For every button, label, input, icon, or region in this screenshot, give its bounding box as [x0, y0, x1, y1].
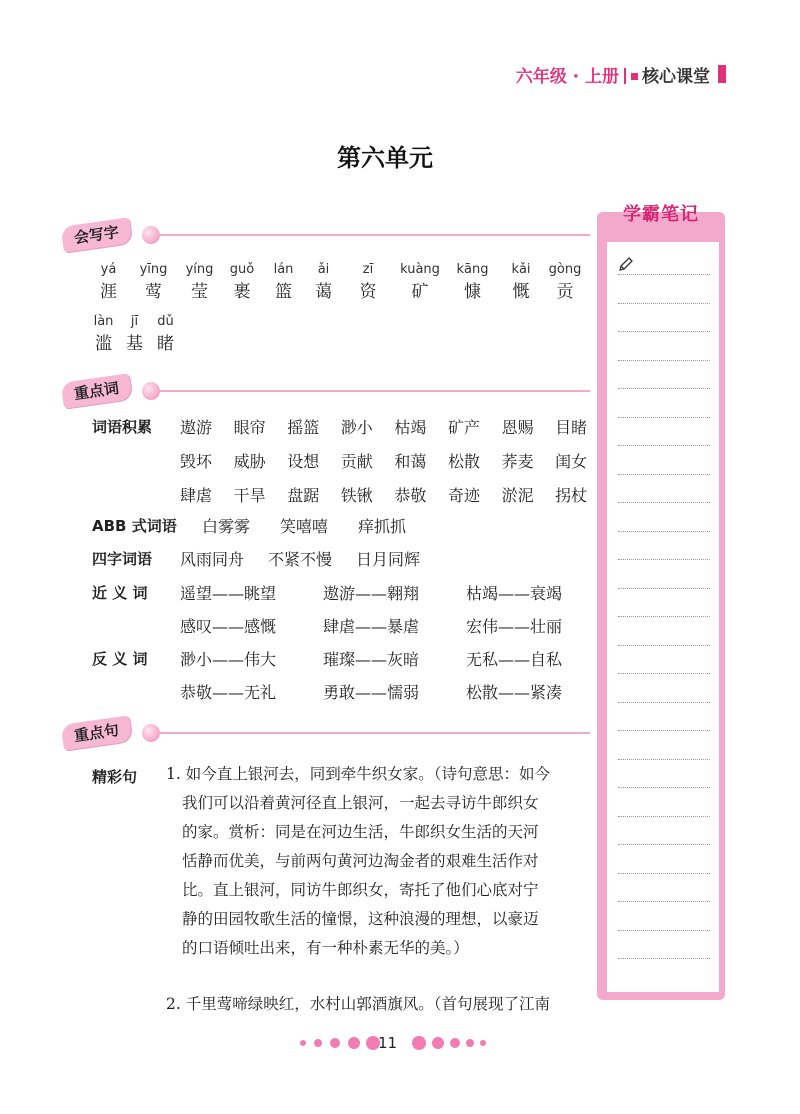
core-class-label: 核心课堂 [642, 67, 710, 87]
character: 基 [126, 334, 143, 354]
word-pair: 枯竭——衰竭 [466, 584, 563, 603]
word-pair: 肆虐——暴虐 [323, 617, 420, 636]
header-title [516, 62, 710, 87]
word-item: 荞麦 [501, 452, 534, 471]
sentence-line: 我们可以沿着黄河径直上银河，一起去寻访牛郎织女 [182, 794, 539, 812]
pinyin: kuàng [400, 262, 440, 277]
notes-area[interactable] [607, 242, 719, 992]
pinyin: lán [273, 262, 294, 277]
note-line [618, 360, 710, 361]
word-item: 风雨同舟 [180, 550, 245, 569]
character: 莹 [191, 282, 208, 302]
footer-dot [300, 1040, 306, 1046]
section-tag-label: 会写字 [61, 217, 133, 252]
word-item: 枯竭 [394, 418, 427, 437]
pinyin: ǎi [317, 262, 330, 277]
sentence-line: 静的田园牧歌生活的憧憬，这种浪漫的理想，以豪迈 [182, 910, 539, 928]
note-line [618, 445, 710, 446]
word-item: 毁坏 [180, 452, 213, 471]
word-item: 拐杖 [555, 486, 588, 505]
word-pair: 勇敢——懦弱 [323, 683, 420, 702]
antonyms-label: 反 义 词 [92, 650, 148, 668]
character: 慷 [464, 282, 481, 302]
word-item: 眼帘 [233, 418, 266, 437]
synonyms-row-2 [180, 614, 609, 637]
character: 矿 [411, 282, 429, 302]
word-item: 奇迹 [447, 486, 480, 505]
write-chars-row-2 [88, 314, 181, 354]
word-accumulation-label: 词语积累 [92, 418, 153, 436]
word-item: 干旱 [233, 486, 266, 505]
section-tag-label: 重点词 [61, 373, 133, 408]
synonyms-row-1 [180, 581, 609, 604]
footer-dot [480, 1040, 486, 1046]
word-accumulation-row-2 [180, 449, 609, 472]
synonyms-label: 近 义 词 [92, 584, 148, 602]
pinyin: yíng [185, 262, 214, 277]
footer-dot [314, 1039, 322, 1047]
word-item: 白雾雾 [202, 517, 251, 536]
note-line [618, 730, 710, 731]
word-item: 痒抓抓 [358, 517, 407, 536]
pinyin: kāng [456, 262, 489, 277]
word-item: 威胁 [233, 452, 266, 471]
section-tag-label: 重点句 [61, 715, 133, 750]
note-line [618, 930, 710, 931]
word-item: 渺小 [340, 418, 373, 437]
word-accumulation-row-1 [180, 415, 609, 438]
word-pair: 无私——自私 [466, 650, 563, 669]
footer-dot [466, 1039, 474, 1047]
word-item: 矿产 [447, 418, 480, 437]
word-item: 和蔼 [394, 452, 427, 471]
section-divider [160, 390, 590, 392]
note-line [618, 388, 710, 389]
word-pair: 感叹——感慨 [180, 617, 277, 636]
note-line [618, 616, 710, 617]
note-line [618, 787, 710, 788]
footer-dot [348, 1037, 360, 1049]
pinyin: kǎi [511, 262, 531, 277]
square-bullet-icon [631, 73, 638, 80]
pinyin: jī [130, 314, 139, 329]
word-pair: 璀璨——灰暗 [323, 650, 420, 669]
bullet-ball-icon [142, 226, 160, 244]
sentence-line: 恬静而优美，与前两句黄河边淘金者的艰难生活作对 [182, 852, 539, 870]
antonyms-row-2 [180, 680, 609, 703]
header-separator [624, 68, 626, 84]
character: 贡 [556, 282, 574, 302]
note-line [618, 559, 710, 560]
word-item: 不紧不慢 [268, 550, 333, 569]
word-item: 遨游 [180, 418, 213, 437]
note-line [618, 645, 710, 646]
antonyms-row-1 [180, 647, 609, 670]
note-line [618, 844, 710, 845]
section-tag-key-sentences [62, 720, 592, 750]
note-line [618, 417, 710, 418]
word-accumulation-row-3 [180, 483, 609, 506]
footer-dot [450, 1038, 460, 1048]
word-item: 设想 [287, 452, 320, 471]
sentence-line: 的家。赏析：同是在河边生活，牛郎织女生活的天河 [182, 823, 539, 841]
note-line [618, 673, 710, 674]
character: 裹 [233, 282, 251, 302]
word-pair: 遨游——翱翔 [323, 584, 420, 603]
character: 睹 [157, 334, 174, 354]
note-line [618, 531, 710, 532]
word-pair: 恭敬——无礼 [180, 683, 277, 702]
character: 慨 [512, 282, 530, 302]
word-pair: 遥望——眺望 [180, 584, 277, 603]
word-item: 闺女 [555, 452, 588, 471]
sentence-line: 比。直上银河，同访牛郎织女，寄托了他们心底对宁 [182, 881, 539, 899]
word-item: 笑嘻嘻 [280, 517, 329, 536]
abb-words-label: ABB 式词语 [92, 517, 177, 535]
four-char-words [180, 547, 444, 570]
note-line [618, 474, 710, 475]
section-divider [160, 234, 590, 236]
pinyin: guǒ [229, 262, 255, 277]
word-item: 恭敬 [394, 486, 427, 505]
note-line [618, 702, 710, 703]
character: 资 [359, 282, 377, 302]
pinyin: gòng [548, 262, 582, 277]
note-line [618, 901, 710, 902]
word-item: 贡献 [340, 452, 373, 471]
pinyin: dǔ [157, 314, 174, 329]
pencil-icon [618, 256, 634, 276]
pinyin: yīng [139, 262, 168, 277]
character: 莺 [145, 282, 162, 302]
character: 篮 [275, 282, 292, 302]
abb-words [202, 514, 436, 537]
sentence-2: 2. 千里莺啼绿映红，水村山郭酒旗风。（首句展现了江南 [166, 995, 550, 1013]
word-item: 肆虐 [180, 486, 213, 505]
bullet-ball-icon [142, 724, 160, 742]
grade-label: 六年级 · 上册 [515, 67, 619, 87]
footer-dot [412, 1036, 426, 1050]
pinyin: làn [93, 314, 114, 329]
word-pair: 渺小——伟大 [180, 650, 277, 669]
note-line [618, 816, 710, 817]
word-item: 铁锹 [340, 486, 373, 505]
note-line [618, 588, 710, 589]
character: 蔼 [315, 282, 332, 302]
word-item: 淤泥 [501, 486, 534, 505]
pinyin: yá [100, 262, 117, 277]
word-item: 恩赐 [501, 418, 534, 437]
word-item: 盘踞 [287, 486, 320, 505]
word-item: 目睹 [555, 418, 588, 437]
pinyin: zī [362, 262, 374, 277]
word-pair: 松散——紧凑 [466, 683, 563, 702]
bullet-ball-icon [142, 382, 160, 400]
note-line [618, 331, 710, 332]
page-number: 11 [378, 1034, 398, 1052]
word-item: 日月同辉 [356, 550, 421, 569]
character: 涯 [100, 282, 117, 302]
word-pair: 宏伟——壮丽 [466, 617, 563, 636]
note-line [618, 759, 710, 760]
notes-title: 学霸笔记 [623, 204, 699, 225]
section-tag-write-chars [62, 222, 592, 252]
word-item: 摇篮 [287, 418, 320, 437]
note-line [618, 303, 710, 304]
sentence-line: 1. 如今直上银河去，同到牵牛织女家。（诗句意思：如今 [166, 765, 550, 783]
footer-dot [432, 1037, 444, 1049]
word-item: 松散 [447, 452, 480, 471]
note-line [618, 274, 710, 275]
four-char-words-label: 四字词语 [92, 550, 153, 568]
featured-sentences-label: 精彩句 [92, 768, 138, 786]
note-line [618, 873, 710, 874]
section-divider [160, 732, 590, 734]
footer-dot [330, 1038, 340, 1048]
character: 滥 [95, 334, 112, 354]
sentence-1 [166, 760, 596, 963]
unit-title: 第六单元 [337, 144, 433, 172]
write-chars-row-1 [88, 262, 586, 302]
sentence-line: 的口语倾吐出来，有一种朴素无华的美。） [182, 939, 469, 957]
header-accent-bar [718, 65, 726, 83]
section-tag-key-words [62, 378, 592, 408]
note-line [618, 502, 710, 503]
note-line [618, 958, 710, 959]
